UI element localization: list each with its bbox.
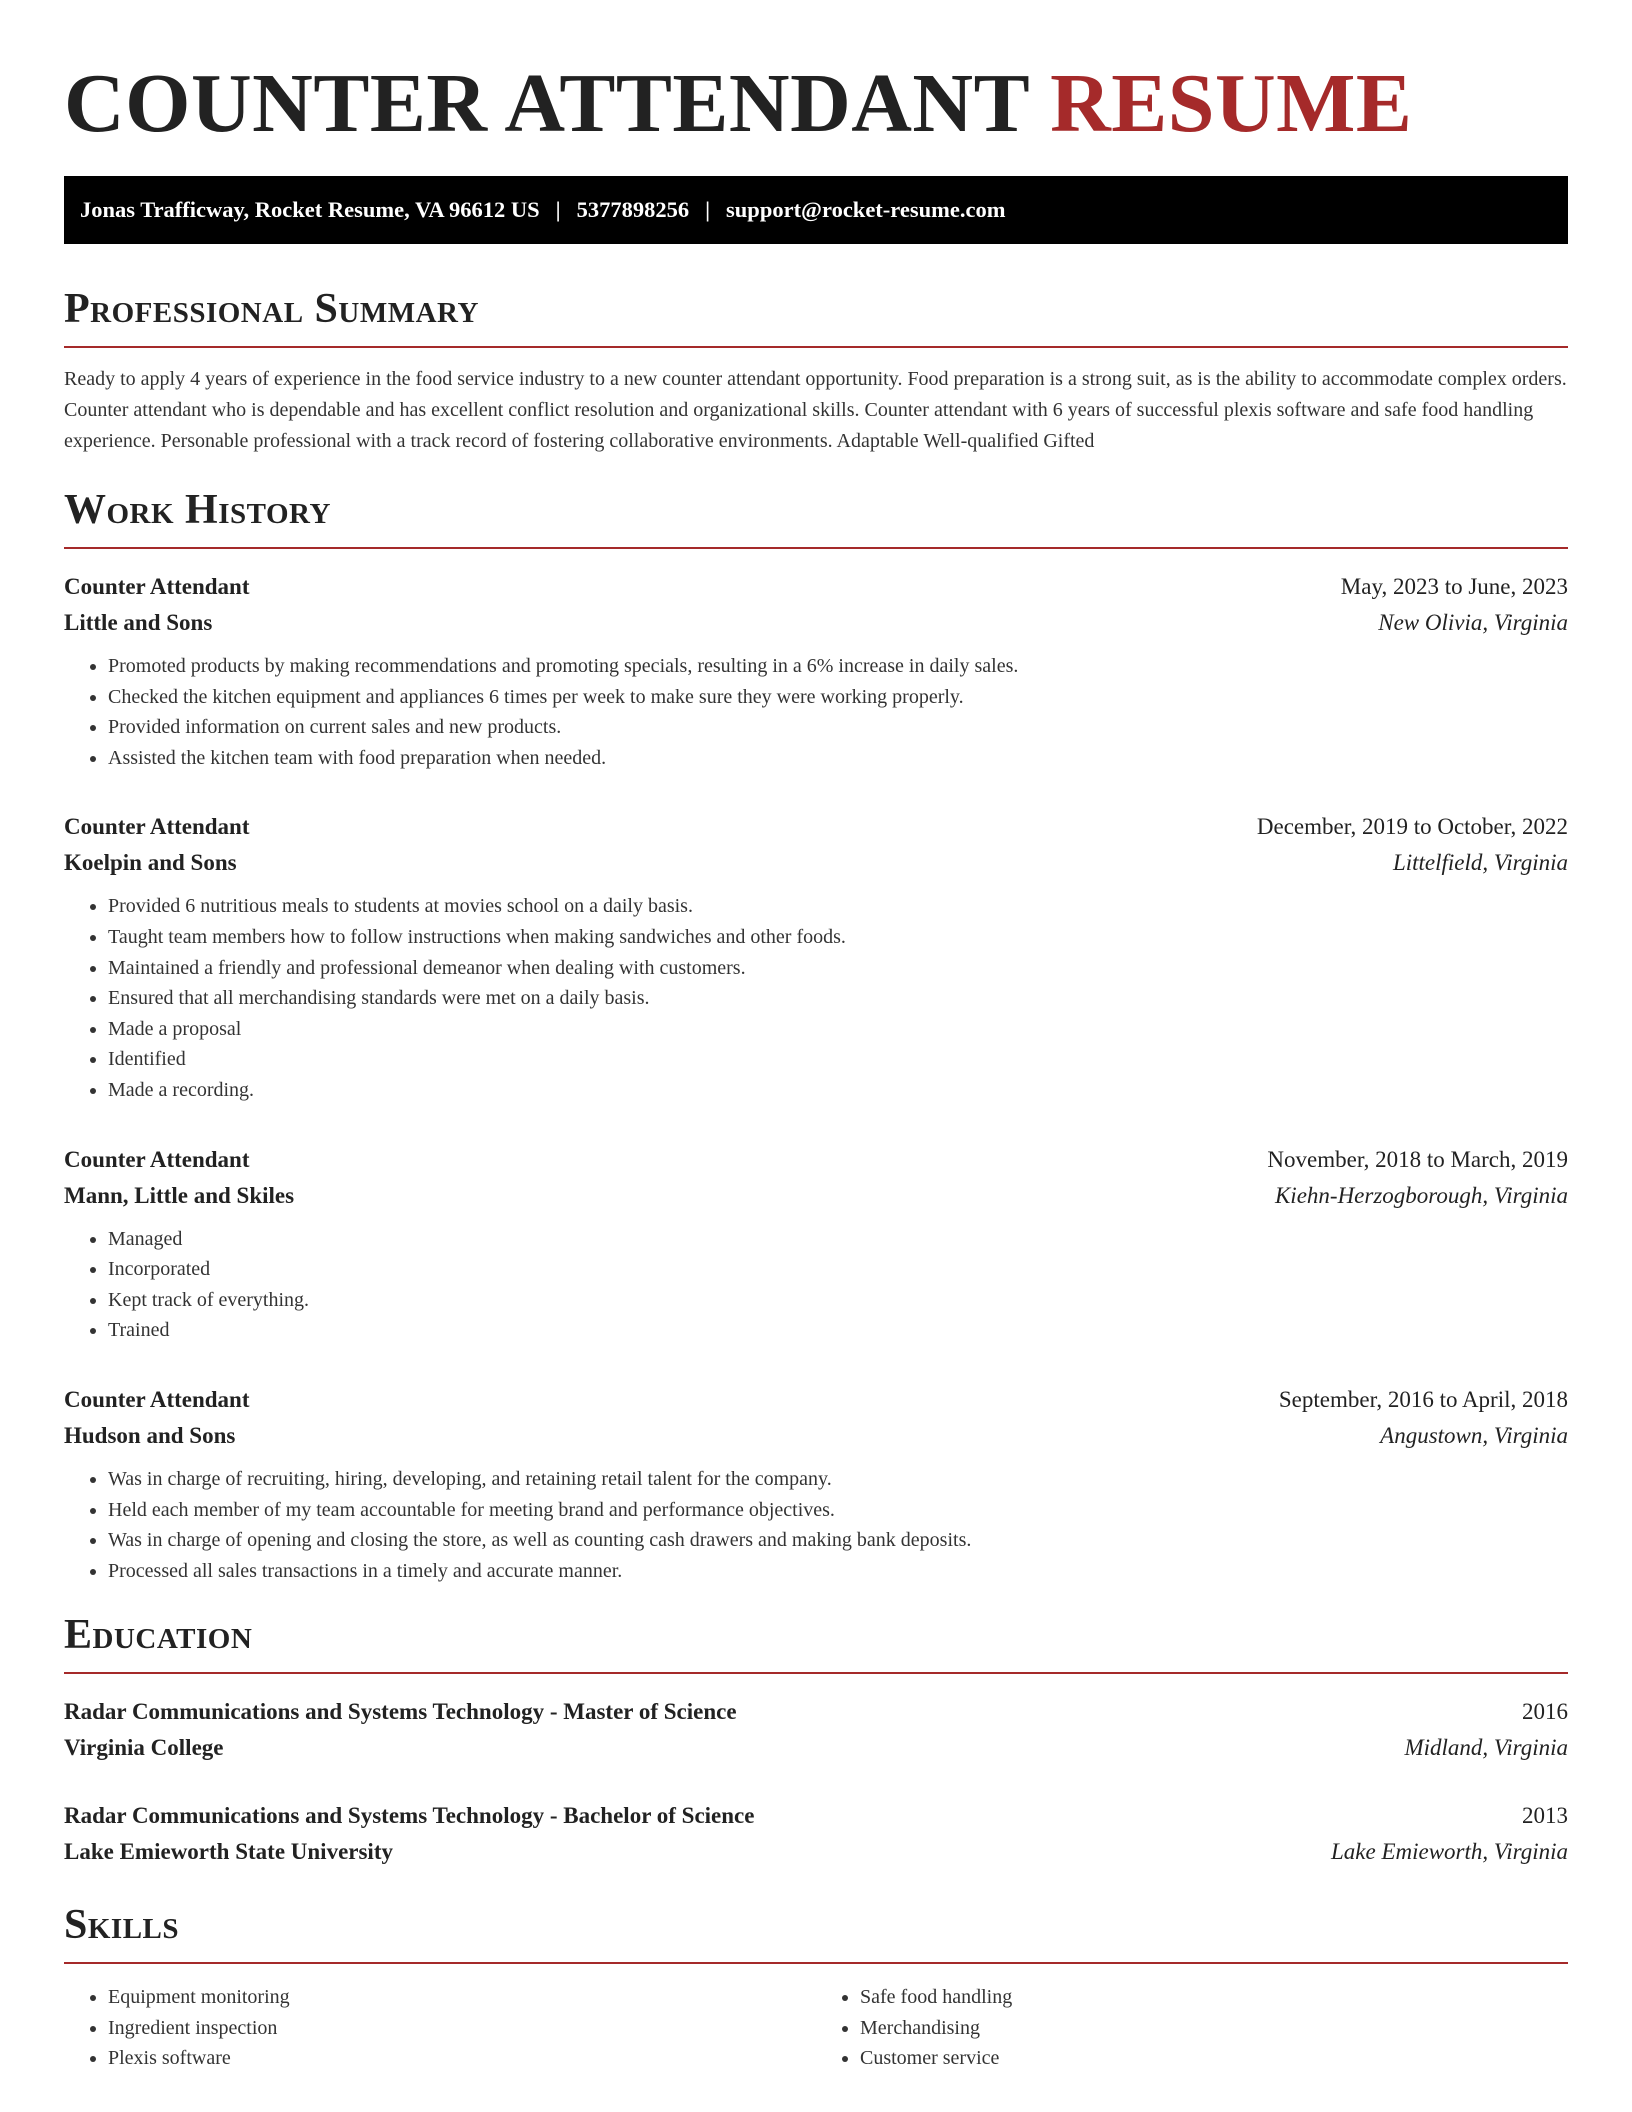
- education-degree: Radar Communications and Systems Technology - Master of Science: [64, 1699, 737, 1725]
- education-school: Lake Emieworth State University: [64, 1839, 393, 1865]
- section-heading-work: Work History: [64, 487, 331, 533]
- job-bullet: • Processed all sales transactions in a timely and accurate manner.: [108, 1556, 1568, 1587]
- job-company: Little and Sons: [64, 610, 213, 635]
- section-divider: [64, 1962, 1568, 1964]
- job-title: Counter Attendant: [64, 814, 250, 840]
- education-entry: [64, 1798, 1568, 1870]
- job-company: Mann, Little and Skiles: [64, 1182, 295, 1208]
- title-main: COUNTER ATTENDANT: [64, 57, 1029, 150]
- job-dates: September, 2016 to April, 2018: [1278, 1386, 1568, 1412]
- job-bullet: • Maintained a friendly and professional demeanor when dealing with customers.: [108, 953, 1568, 984]
- job-bullets: [64, 891, 1568, 1105]
- skills-columns: [64, 1982, 1568, 2074]
- job-bullet: • Trained: [108, 1315, 1568, 1346]
- contact-separator: |: [705, 197, 711, 222]
- skill-item: • Merchandising: [860, 2013, 1568, 2044]
- job-bullet: • Incorporated: [108, 1254, 1568, 1285]
- job-bullet: • Made a recording.: [108, 1075, 1568, 1106]
- job-location: Kiehn-Herzogborough, Virginia: [1274, 1182, 1568, 1208]
- job-dates: December, 2019 to October, 2022: [1256, 814, 1568, 840]
- section-heading-education: Education: [64, 1612, 253, 1659]
- contact-email[interactable]: support@rocket-resume.com: [726, 197, 1006, 222]
- job-entry: [64, 1382, 1568, 1586]
- job-location: New Olivia, Virginia: [1378, 610, 1568, 635]
- job-title: Counter Attendant: [64, 1146, 250, 1172]
- education-location: Midland, Virginia: [1404, 1735, 1568, 1761]
- job-bullet: • Promoted products by making recommendations and promoting specials, resulting in a 6% increase in daily sales.: [108, 651, 1568, 682]
- job-title: Counter Attendant: [64, 574, 250, 599]
- work-history-section: [64, 485, 1568, 1586]
- job-bullet: • Taught team members how to follow instructions when making sandwiches and other foods.: [108, 922, 1568, 953]
- resume-title: [64, 56, 1568, 152]
- job-bullet: • Made a proposal: [108, 1014, 1568, 1045]
- job-bullet: • Identified: [108, 1044, 1568, 1075]
- contact-bar: [64, 176, 1568, 244]
- job-entry: [64, 809, 1568, 1105]
- skill-item: • Customer service: [860, 2043, 1568, 2074]
- job-bullet: • Assisted the kitchen team with food preparation when needed.: [108, 743, 1568, 774]
- job-dates: May, 2023 to June, 2023: [1340, 574, 1568, 599]
- section-divider: [64, 1672, 1568, 1674]
- education-degree: Radar Communications and Systems Technology - Bachelor of Science: [64, 1803, 755, 1829]
- section-divider: [64, 346, 1568, 348]
- skills-section: [64, 1900, 1568, 2074]
- skill-item: • Safe food handling: [860, 1982, 1568, 2013]
- skill-item: • Plexis software: [108, 2043, 816, 2074]
- job-bullets: [64, 1224, 1568, 1346]
- job-bullet: • Was in charge of recruiting, hiring, developing, and retaining retail talent for the company.: [108, 1464, 1568, 1495]
- job-entry: [64, 569, 1568, 773]
- section-heading-skills: Skills: [64, 1902, 180, 1949]
- job-title: Counter Attendant: [64, 1386, 250, 1412]
- job-company: Hudson and Sons: [64, 1422, 236, 1448]
- section-divider: [64, 547, 1568, 549]
- education-entry: [64, 1694, 1568, 1766]
- title-accent: RESUME: [1050, 57, 1413, 150]
- job-bullet: • Managed: [108, 1224, 1568, 1255]
- education-location: Lake Emieworth, Virginia: [1330, 1839, 1568, 1865]
- education-school: Virginia College: [64, 1735, 224, 1761]
- job-location: Littelfield, Virginia: [1392, 850, 1568, 876]
- job-bullet: • Provided information on current sales and new products.: [108, 712, 1568, 743]
- contact-separator: |: [555, 197, 561, 222]
- job-location: Angustown, Virginia: [1380, 1422, 1568, 1448]
- summary-text: Ready to apply 4 years of experience in the food service industry to a new counter attendant opportunity. Food preparation is a strong suit, as is the ability to accommodate complex orders. Counter attendant who is dependable and has excellent conflict resolution and organizational skills. Counter attendant with 6 years of successful plexis software and safe food handling experience. Personable professional with a track record of fostering collaborative environments. Adaptable Well-qualified Gifted: [64, 368, 1567, 452]
- contact-phone: 5377898256: [576, 197, 690, 222]
- skill-item: • Ingredient inspection: [108, 2013, 816, 2044]
- education-year: 2016: [1522, 1699, 1568, 1725]
- skill-item: • Equipment monitoring: [108, 1982, 816, 2013]
- skills-list-right: [816, 1982, 1568, 2074]
- job-bullet: • Provided 6 nutritious meals to students at movies school on a daily basis.: [108, 891, 1568, 922]
- education-year: 2013: [1522, 1803, 1568, 1829]
- job-bullets: [64, 1464, 1568, 1586]
- job-bullet: • Ensured that all merchandising standards were met on a daily basis.: [108, 983, 1568, 1014]
- job-dates: November, 2018 to March, 2019: [1267, 1146, 1568, 1172]
- section-heading-summary: Professional Summary: [64, 286, 479, 332]
- job-company: Koelpin and Sons: [64, 850, 237, 876]
- job-bullet: • Checked the kitchen equipment and appliances 6 times per week to make sure they were working properly.: [108, 682, 1568, 713]
- job-entry: [64, 1142, 1568, 1346]
- skills-list-left: [64, 1982, 816, 2074]
- education-section: [64, 1610, 1568, 1870]
- professional-summary-section: [64, 284, 1568, 457]
- job-bullet: • Held each member of my team accountable for meeting brand and performance objectives.: [108, 1495, 1568, 1526]
- job-bullet: • Was in charge of opening and closing the store, as well as counting cash drawers and making bank deposits.: [108, 1525, 1568, 1556]
- job-bullet: • Kept track of everything.: [108, 1285, 1568, 1316]
- contact-address: Jonas Trafficway, Rocket Resume, VA 96612 US: [80, 197, 540, 222]
- job-bullets: [64, 651, 1568, 773]
